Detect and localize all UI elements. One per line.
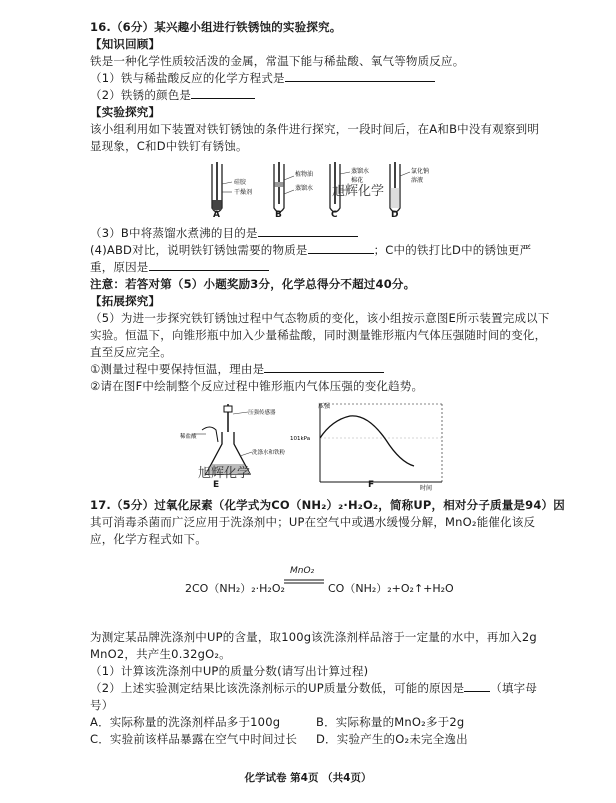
q17-sub2 xyxy=(90,681,537,696)
answer-blank[interactable] xyxy=(149,260,269,271)
q16-sub3 xyxy=(90,226,358,241)
answer-blank[interactable] xyxy=(191,88,255,99)
q17-title-3: 应，化学方程式如下。 xyxy=(90,532,207,546)
option-a: A．实际称量的洗涤剂样品多于100g xyxy=(90,715,281,729)
q16-sub5-item1 xyxy=(90,362,384,377)
q16-sub5-line3: 直至反应完全。 xyxy=(90,345,172,359)
q16-title: 16.（6分）某兴趣小组进行铁锈蚀的实验探究。 xyxy=(90,20,342,34)
explore-text-1: 该小组利用如下装置对铁钉锈蚀的条件进行探究，一段时间后，在A和B中没有观察到明 xyxy=(90,122,540,136)
q17-title-2: 其可消毒杀菌而广泛应用于洗涤剂中；UP在空气中或遇水缓慢分解，MnO₂能催化该反 xyxy=(90,515,536,529)
q16-sub5-item2: ②请在图F中绘制整个反应过程中锥形瓶内气体压强的变化趋势。 xyxy=(90,379,424,393)
extend-header: 【拓展探究】 xyxy=(90,294,161,308)
tube-d-caption: D xyxy=(391,210,399,220)
q16-sub1 xyxy=(90,71,435,86)
figure-e-caption: E xyxy=(213,480,220,490)
q17-text-1: 为测定某品牌洗涤剂中UP的含量，取100g该洗涤剂样品溶于一定量的水中，再加入2g xyxy=(90,630,537,644)
q17-sub2-text-b: （填字母 xyxy=(490,681,538,695)
equation-arrow xyxy=(284,578,328,586)
answer-blank[interactable] xyxy=(258,226,358,237)
tube-c-caption: C xyxy=(331,210,338,220)
tube-b xyxy=(274,162,294,212)
q16-sub5-item1-text: ①测量过程中要保持恒温，理由是 xyxy=(90,362,265,376)
q17-sub2-text-a: （2）上述实验测定结果比该洗涤剂标示的UP质量分数低，可能的原因是 xyxy=(90,681,465,695)
q16-sub4-text-c: 重，原因是 xyxy=(90,260,149,274)
tube-a-label-2: 干燥剂 xyxy=(234,189,253,196)
q17-text-2: MnO2，共产生0.32gO₂。 xyxy=(90,647,231,661)
tube-c-label-1: 蒸馏水 xyxy=(351,168,370,175)
q17-title-1: 17.（5分）过氧化尿素（化学式为CO（NH₂）₂·H₂O₂，简称UP，相对分子质量是94）因 xyxy=(90,498,565,512)
q16-sub4-text-b: ；C中的铁打比D中的锈蚀更严 xyxy=(373,243,532,257)
tube-a-label-1: 硅胶 xyxy=(234,179,247,186)
tube-d-label-1: 氯化钠 xyxy=(411,168,430,175)
equation-right: CO（NH₂）₂+O₂↑+H₂O xyxy=(328,582,454,595)
q16-sub3-text: （3）B中将蒸馏水煮沸的目的是 xyxy=(90,226,258,240)
option-b: B．实际称量的MnO₂多于2g xyxy=(316,715,465,729)
q16-sub5-line2: 实验。恒温下，向锥形瓶中加入少量稀盐酸，同时测量锥形瓶内气体压强随时间的变化， xyxy=(90,328,547,342)
figure-f-caption: F xyxy=(368,480,375,490)
y-axis-label: 压强 xyxy=(318,403,331,410)
answer-blank[interactable] xyxy=(285,71,435,82)
review-header: 【知识回顾】 xyxy=(90,37,161,51)
q16-sub2 xyxy=(90,88,255,103)
option-d: D．实验产生的O₂未完全逸出 xyxy=(316,732,468,746)
y-tick-label: 101kPa xyxy=(290,436,311,442)
q17-sub1: （1）计算该洗涤剂中UP的质量分数(请写出计算过程) xyxy=(90,664,369,678)
tube-a xyxy=(212,162,232,212)
tube-a-caption: A xyxy=(213,210,220,220)
answer-blank[interactable] xyxy=(264,362,384,373)
equation-left: 2CO（NH₂）₂·H₂O₂ xyxy=(185,582,285,595)
bonus-note: 注意：若答对第（5）小题奖励3分，化学总得分不超过40分。 xyxy=(90,277,416,291)
pressure-curve xyxy=(320,416,414,466)
x-axis-label: 时间 xyxy=(420,485,433,492)
explore-header: 【实验探究】 xyxy=(90,105,161,119)
review-text: 铁是一种化学性质较活泼的金属，常温下能与稀盐酸、氧气等物质反应。 xyxy=(90,54,465,68)
tube-d-label-2: 溶液 xyxy=(411,177,424,184)
q16-sub2-text: （2）铁锈的颜色是 xyxy=(90,88,192,102)
tube-c-label-2: 棉花 xyxy=(351,177,364,184)
tube-b-label-2: 蒸馏水 xyxy=(295,185,314,192)
page-footer: 化学试卷 第4页 （共4页） xyxy=(244,772,372,784)
q16-sub1-text: （1）铁与稀盐酸反应的化学方程式是 xyxy=(90,71,285,85)
q16-sub4-text-a: (4)ABD对比，说明铁钉锈蚀需要的物质是 xyxy=(90,243,308,257)
tube-b-label-1: 植物油 xyxy=(295,171,314,178)
label-water-iron: 洗涤水和铁粉 xyxy=(252,450,286,456)
q16-sub5-line1: （5）为进一步探究铁钉锈蚀过程中气态物质的变化，该小组按示意图E所示装置完成以下 xyxy=(90,311,550,325)
q17-sub2-cont: 号） xyxy=(90,698,114,712)
q16-sub4-line2 xyxy=(90,260,269,275)
tube-d xyxy=(390,162,410,212)
explore-text-2: 显现象，C和D中铁钉有锈蚀。 xyxy=(90,139,248,153)
answer-blank[interactable] xyxy=(464,681,490,692)
tube-b-caption: B xyxy=(275,210,282,220)
label-dilute-hcl: 稀盐酸 xyxy=(180,434,197,440)
answer-blank[interactable] xyxy=(308,243,374,254)
q16-sub4-line1 xyxy=(90,243,531,258)
figure-f-graph xyxy=(290,400,450,492)
option-c: C．实验前该样品暴露在空气中时间过长 xyxy=(90,732,298,746)
test-tubes-figure xyxy=(190,160,450,222)
watermark-text: 旭辉化学 xyxy=(332,184,385,199)
watermark-text-e: 旭辉化学 xyxy=(198,466,251,481)
label-pressure-sensor: 压强传感器 xyxy=(248,410,276,416)
equation-catalyst: MnO₂ xyxy=(290,566,315,576)
